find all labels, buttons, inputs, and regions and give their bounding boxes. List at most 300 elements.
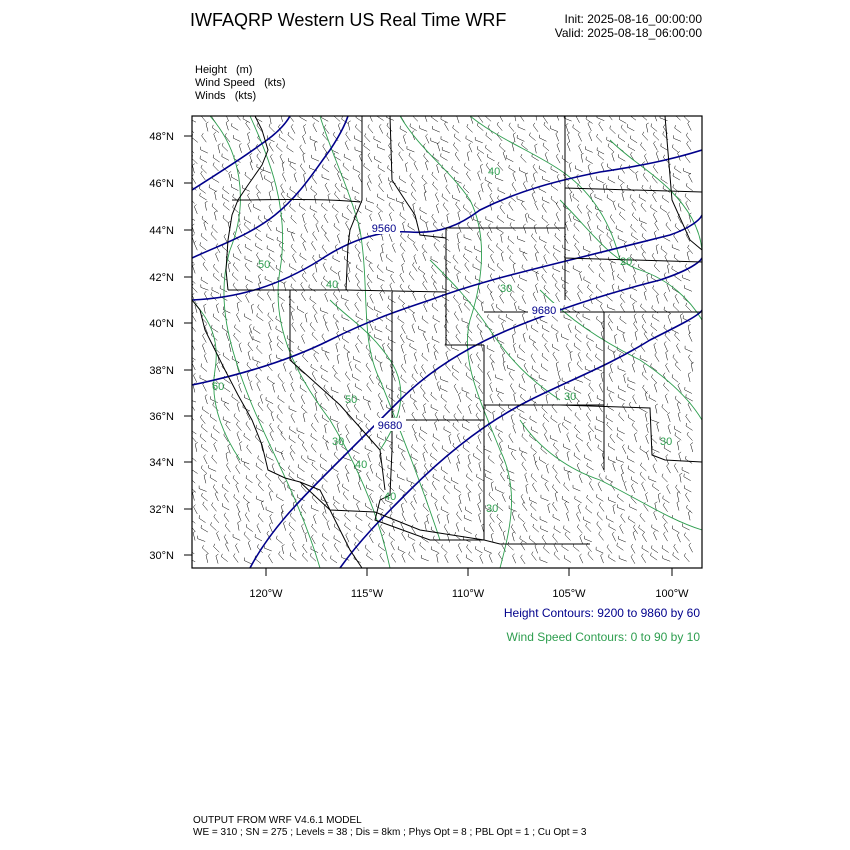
wind-barb <box>325 183 329 192</box>
wind-barb <box>573 194 579 202</box>
wind-barb <box>375 334 382 340</box>
wind-barb <box>553 253 558 262</box>
wind-barb <box>531 234 536 243</box>
wind-barb <box>564 467 572 473</box>
wind-barb <box>597 225 604 233</box>
wind-barb <box>634 433 637 443</box>
wind-barb <box>684 553 689 562</box>
wind-barb <box>314 213 319 222</box>
wind-barb <box>575 243 580 252</box>
wind-barb <box>531 445 537 453</box>
wind-barb <box>402 403 405 413</box>
wind-barb <box>422 484 427 493</box>
lat-label: 30°N <box>149 550 174 562</box>
wind-barb <box>666 455 669 465</box>
wind-barb <box>688 121 692 130</box>
wind-barb <box>193 531 195 541</box>
wind-barb <box>454 295 459 304</box>
wind-barb <box>666 363 670 372</box>
wind-barb <box>333 365 338 374</box>
wind-barb <box>533 524 539 532</box>
wind-barb <box>556 132 559 141</box>
wind-barb <box>510 223 516 232</box>
wind-barb <box>213 314 219 322</box>
lat-label: 38°N <box>149 365 174 377</box>
wind-barb <box>628 445 635 453</box>
wind-barb <box>542 325 549 332</box>
wind-barb <box>676 344 680 353</box>
wind-barb <box>675 166 682 173</box>
wind-barb <box>434 324 437 334</box>
wind-barb <box>507 475 514 481</box>
wind-barb <box>218 144 221 154</box>
wind-barb <box>620 316 627 324</box>
wind-barb <box>457 433 460 443</box>
wind-barb <box>379 183 384 192</box>
wind-barb <box>652 525 659 532</box>
wind-barb <box>302 405 308 413</box>
wind-barb <box>194 241 197 250</box>
wind-barb <box>555 283 560 292</box>
wind-barb <box>630 295 637 303</box>
wind-barb <box>589 481 593 490</box>
wind-barb <box>452 166 459 173</box>
wind-barb <box>564 555 571 562</box>
lon-label: 105°W <box>552 588 586 600</box>
wind-barb <box>398 316 405 324</box>
wind-barb <box>564 483 570 492</box>
wind-barb <box>642 324 647 333</box>
wind-barb <box>555 492 557 502</box>
wind-barb <box>465 276 471 284</box>
wind-barb <box>434 371 437 381</box>
wind-barb <box>279 551 284 560</box>
wind-barb <box>506 155 513 162</box>
wind-barb <box>616 457 624 463</box>
wind-barb <box>434 344 439 353</box>
wind-barb <box>573 544 579 552</box>
wind-barb <box>325 233 330 242</box>
lat-label: 48°N <box>149 131 174 143</box>
wind-barb <box>568 362 571 372</box>
wind-barb <box>478 114 483 123</box>
wind-barb <box>268 332 271 341</box>
wind-barb <box>677 491 680 501</box>
wind-barb <box>268 313 273 322</box>
wind-barb <box>188 333 194 341</box>
wind-barb <box>432 336 439 342</box>
wind-barb <box>654 383 657 393</box>
wind-barb <box>377 113 384 120</box>
wind-barb <box>389 202 394 211</box>
wind-barb <box>431 138 439 144</box>
wind-barb <box>514 324 517 333</box>
wind-barb <box>453 125 459 133</box>
wind-barb <box>552 344 559 351</box>
wind-barb <box>608 176 615 183</box>
wind-barb <box>673 173 680 180</box>
wind-barb <box>290 513 296 522</box>
wind-barb <box>544 122 550 130</box>
wind-barb <box>499 522 503 531</box>
wind-barb <box>599 273 605 281</box>
wind-barb <box>580 534 583 544</box>
wind-barb <box>567 142 570 152</box>
wind-barb <box>612 532 616 541</box>
wind-barb <box>258 415 264 423</box>
wind-barb <box>529 133 535 141</box>
wind-barb <box>239 383 242 393</box>
wind-barb <box>555 233 561 241</box>
wind-barb <box>313 123 317 132</box>
wind-barb <box>490 274 494 283</box>
wind-barb <box>367 302 373 310</box>
wind-barb <box>272 463 275 472</box>
wind-barb <box>534 224 536 234</box>
wind-barb <box>420 207 427 214</box>
wind-barb <box>320 454 327 462</box>
wind-barb <box>673 303 679 311</box>
wind-barb <box>654 264 660 273</box>
wind-barb <box>379 211 382 220</box>
wind-barb <box>570 351 573 360</box>
wind-barb <box>260 394 263 404</box>
wind-barb <box>573 485 580 491</box>
lon-label: 100°W <box>655 588 689 600</box>
wind-barb <box>554 245 561 252</box>
wind-barb <box>488 455 494 463</box>
wind-barb <box>575 326 581 334</box>
wind-barb <box>595 194 602 200</box>
wind-barb <box>402 531 406 540</box>
wind-barb <box>508 245 514 254</box>
wind-barb <box>233 534 240 540</box>
wind-barb <box>579 474 582 484</box>
wind-barb <box>636 171 639 181</box>
wind-barb <box>462 318 469 324</box>
wind-barb <box>194 205 197 214</box>
wind-barb <box>466 172 471 181</box>
wind-barb <box>580 554 583 563</box>
wind-barb <box>214 442 217 452</box>
wind-barb <box>344 345 350 353</box>
wind-barb <box>542 274 547 283</box>
wind-barb <box>522 313 524 323</box>
wind-barb <box>270 341 272 351</box>
wind-barb <box>233 254 240 261</box>
wind-barb <box>488 183 492 192</box>
wind-barb <box>432 303 438 311</box>
wind-barb <box>424 112 427 122</box>
wind-barb <box>387 123 392 132</box>
wind-barb <box>199 515 206 523</box>
wind-barb <box>355 302 360 311</box>
wind-barb <box>464 527 471 533</box>
wind-barb <box>205 201 208 210</box>
wind-barb <box>415 432 418 442</box>
wind-barb <box>342 213 349 220</box>
wind-barb <box>606 415 613 422</box>
wind-barb <box>246 485 252 493</box>
wind-barb <box>268 376 275 384</box>
wind-barb <box>377 204 383 212</box>
wind-barb <box>232 272 238 280</box>
wind-barb <box>540 236 547 243</box>
wind-barb <box>347 383 350 393</box>
wind-barb <box>291 311 293 321</box>
wind-barb <box>488 154 495 161</box>
wind-barb <box>574 343 580 351</box>
wind-barb <box>419 433 425 441</box>
wind-barb <box>444 485 450 494</box>
wind-barb <box>210 414 217 422</box>
wind-barb <box>610 434 615 443</box>
wind-contour-label: 50 <box>258 259 271 271</box>
wind-barb <box>345 523 351 531</box>
wind-barb <box>587 335 594 342</box>
wind-barb <box>225 523 230 532</box>
wind-barb <box>368 153 372 162</box>
height-contours <box>192 116 702 568</box>
wind-barb <box>601 162 604 171</box>
wind-barb <box>303 134 306 144</box>
longitude-labels <box>249 588 689 600</box>
wind-barb <box>431 392 437 400</box>
wind-barb <box>621 464 624 474</box>
wind-barb <box>270 431 274 440</box>
wind-barb <box>305 313 307 323</box>
wind-barb <box>237 302 240 311</box>
wind-barb <box>201 171 206 180</box>
wind-barb <box>433 182 438 191</box>
wind-barb <box>342 247 349 253</box>
wind-barb <box>224 433 228 442</box>
wind-barb <box>618 427 625 434</box>
wind-barb <box>586 205 592 213</box>
wind-barb <box>629 402 634 411</box>
wind-barb <box>470 354 473 364</box>
wind-barb <box>623 332 625 342</box>
wind-barb <box>485 145 491 153</box>
wind-barb <box>278 405 283 414</box>
wind-barb <box>640 446 647 453</box>
wind-barb <box>643 132 648 141</box>
wind-barb <box>301 234 306 243</box>
wind-barb <box>445 122 449 131</box>
wind-barb <box>246 475 253 483</box>
wind-barb <box>369 263 374 272</box>
wind-barb <box>551 196 557 204</box>
wind-barb <box>223 215 229 223</box>
wind-barb <box>523 523 527 532</box>
wind-barb <box>312 332 318 341</box>
wind-barb <box>322 375 329 382</box>
wind-barb <box>468 454 471 464</box>
border-id-mt <box>390 116 446 238</box>
wind-barb <box>556 212 559 221</box>
wind-barb <box>276 448 283 454</box>
wind-barb <box>321 403 327 411</box>
wind-barb <box>491 482 494 492</box>
wind-barb <box>411 525 415 534</box>
wind-barb <box>206 122 208 131</box>
wind-barb <box>573 266 580 273</box>
wind-barb <box>269 204 273 213</box>
wind-barb <box>365 133 370 142</box>
wind-barb <box>446 185 450 194</box>
wind-barb <box>646 492 648 502</box>
wind-barb <box>255 534 262 541</box>
lat-label: 40°N <box>149 318 174 330</box>
wind-barb <box>408 234 414 242</box>
field-unit: (m) <box>235 64 253 76</box>
wind-barb <box>399 176 406 183</box>
wind-barb <box>595 354 601 362</box>
wind-barb <box>665 254 669 263</box>
wind-barb <box>599 503 604 512</box>
wind-barb <box>364 143 370 151</box>
border-ok <box>560 405 702 462</box>
wind-barb <box>366 256 373 263</box>
wind-barb <box>546 394 549 403</box>
wind-barb <box>453 143 458 152</box>
wind-barb <box>349 361 352 370</box>
wind-barb <box>664 307 671 314</box>
wind-barb <box>301 292 305 301</box>
wind-barb <box>278 395 285 402</box>
wind-barb <box>656 244 659 254</box>
wind-barb <box>551 166 558 173</box>
wind-barb <box>420 125 427 131</box>
wind-barb <box>475 534 481 542</box>
wind-barb <box>610 364 612 374</box>
wind-barb <box>586 412 590 421</box>
wind-barb <box>628 384 635 391</box>
wind-barb <box>396 198 404 204</box>
wind-barb <box>489 523 493 532</box>
wind-barb <box>597 176 604 183</box>
wind-barb <box>423 393 428 402</box>
wind-barb <box>437 514 439 524</box>
wind-barb <box>388 343 393 352</box>
wind-barb <box>291 124 295 133</box>
wind-barb <box>642 533 646 542</box>
wind-barb <box>588 122 592 131</box>
wind-barb <box>508 236 514 244</box>
wind-barb <box>553 266 560 272</box>
wind-barb <box>358 233 361 243</box>
wind-barb <box>684 474 691 481</box>
wind-barb <box>204 474 206 484</box>
wind-barb <box>576 314 582 323</box>
wind-barb <box>451 345 459 351</box>
wind-barb <box>608 144 614 152</box>
wind-barb <box>302 273 307 282</box>
wind-barb <box>190 484 196 492</box>
wind-barb <box>589 431 592 441</box>
wind-barb <box>463 445 469 453</box>
wind-barb <box>273 383 275 393</box>
wind-barb <box>378 393 382 402</box>
wind-barb <box>457 512 462 521</box>
wind-barb <box>617 433 623 441</box>
wind-barb <box>503 353 506 363</box>
wind-barb <box>308 456 315 462</box>
wind-barb <box>291 215 297 223</box>
wind-barb <box>234 325 240 333</box>
wind-barb <box>267 291 271 300</box>
wind-barb <box>544 245 549 254</box>
wind-barb <box>338 271 340 281</box>
wind-barb <box>672 144 678 152</box>
wind-barb <box>478 364 483 373</box>
wind-barb <box>661 246 667 254</box>
wind-barb <box>213 155 220 163</box>
wind-barb <box>609 393 613 402</box>
wind-barb <box>633 525 637 534</box>
wind-barb <box>674 135 681 141</box>
wind-barb <box>313 514 316 524</box>
wind-barb <box>204 455 208 464</box>
wind-barb <box>518 514 524 522</box>
wind-barb <box>447 514 449 524</box>
wind-barb <box>354 136 361 143</box>
wind-barb <box>531 325 538 332</box>
wind-barb <box>257 313 264 321</box>
wind-barb <box>311 186 317 194</box>
wind-barb <box>565 221 568 231</box>
wind-barb <box>534 244 539 253</box>
wind-barb <box>302 524 305 534</box>
wind-barb <box>402 201 404 211</box>
wind-barb <box>518 124 525 130</box>
wind-barb <box>627 456 634 463</box>
wind-barb <box>662 195 669 203</box>
wind-barb <box>490 354 495 363</box>
wind-barb <box>511 414 513 424</box>
wind-barb <box>223 417 230 423</box>
wind-barb <box>634 321 638 330</box>
wind-barb <box>631 224 637 232</box>
wind-barb <box>545 482 549 491</box>
wind-barb <box>521 201 526 210</box>
wind-barb <box>386 456 393 463</box>
wind-barb <box>445 554 449 563</box>
wind-barb <box>356 513 363 520</box>
wind-barb <box>618 536 625 542</box>
wind-barb <box>531 473 537 481</box>
wind-barb <box>673 355 678 364</box>
wind-barb <box>423 332 427 341</box>
wind-barb <box>212 287 219 293</box>
wind-barb <box>423 452 425 462</box>
wind-barb <box>583 246 590 252</box>
wind-contour-label: 30 <box>660 436 673 448</box>
wind-barb <box>199 486 207 492</box>
wind-barb <box>563 444 570 450</box>
wind-barb <box>542 405 548 413</box>
wind-barb <box>608 304 616 310</box>
wind-barb <box>323 512 328 521</box>
wind-barb <box>632 363 635 373</box>
wind-barb <box>478 191 481 201</box>
wind-barb <box>565 501 569 510</box>
wind-barb <box>411 183 416 192</box>
wind-barb <box>412 374 417 383</box>
wind-barb <box>236 422 241 431</box>
wind-barb <box>433 281 437 290</box>
wind-barb <box>437 163 440 173</box>
